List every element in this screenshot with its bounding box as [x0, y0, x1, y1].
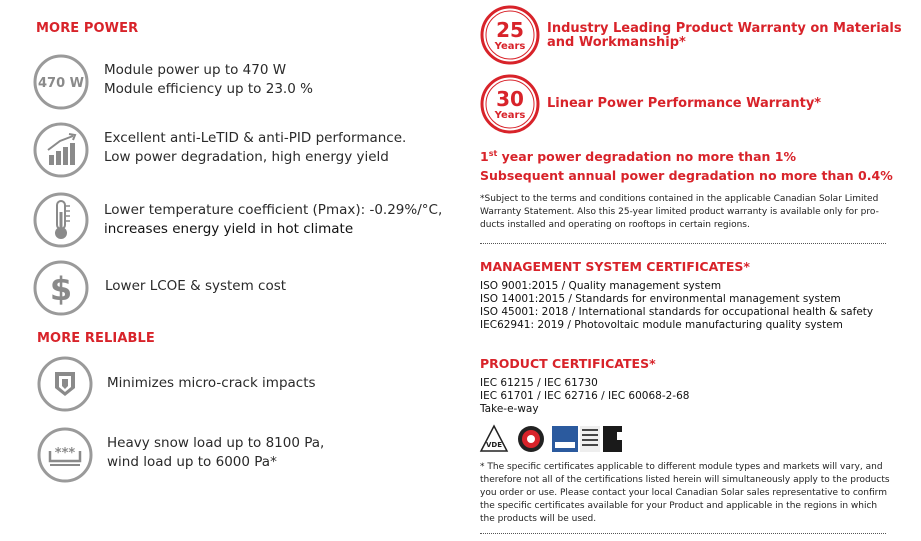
product-warranty-line1: Industry Leading Product Warranty on Materials — [547, 21, 902, 36]
dollar-icon-text: $ — [49, 270, 73, 308]
cert-note-line1: * The specific certificates applicable to different module types and markets will vary, and — [480, 462, 883, 472]
feature-power-line2: Module efficiency up to 23.0 % — [104, 81, 313, 97]
bar-chart-growth-icon — [33, 122, 89, 178]
shield-icon — [37, 356, 93, 412]
feature-microcrack-line1: Minimizes micro-crack impacts — [107, 375, 316, 391]
feature-lcoe-line1: Lower LCOE & system cost — [105, 278, 287, 294]
feature-letid — [104, 129, 406, 167]
badge-25-label: Years — [494, 41, 526, 52]
cert-note-line3: you order or use. Please contact your local Canadian Solar sales representative to confirm — [480, 488, 887, 498]
intertek-icon — [580, 426, 600, 452]
feature-letid-line2: Low power degradation, high energy yield — [104, 149, 389, 165]
25-years-badge-icon — [479, 4, 541, 66]
product-certificates-list — [480, 377, 689, 416]
cert-note-line5: the products will be used. — [480, 514, 597, 524]
mgmt-cert-item: ISO 45001: 2018 / International standards for occupational health & safety — [480, 306, 874, 318]
product-cert-item: IEC 61701 / IEC 62716 / IEC 60068-2-68 — [480, 390, 690, 402]
first-year-pre: 1 — [480, 149, 489, 165]
30-years-badge-icon — [479, 73, 541, 135]
feature-microcrack — [107, 374, 316, 393]
tuv-icon — [552, 426, 578, 452]
feature-snow-load — [107, 434, 324, 472]
feature-temperature-line1: Lower temperature coefficient (Pmax): -0.29%/°C, — [104, 202, 443, 218]
feature-snow-line2: wind load up to 6000 Pa* — [107, 454, 277, 470]
first-year-degradation — [480, 149, 796, 164]
ce-icon — [518, 426, 544, 452]
more-reliable-heading: MORE RELIABLE — [37, 331, 155, 346]
annual-degradation: Subsequent annual power degradation no more than 0.4% — [480, 168, 893, 183]
cert-note-line2: therefore not all of the certifications listed herein will simultaneously apply to the products — [480, 475, 890, 485]
badge-25-number: 25 — [496, 18, 524, 42]
feature-snow-line1: Heavy snow load up to 8100 Pa, — [107, 435, 325, 451]
certification-logos — [479, 424, 629, 454]
warranty-note-line2: Warranty Statement. Also this 25-year limited product warranty is available only for pro- — [480, 207, 879, 217]
470w-badge-icon — [33, 54, 89, 110]
470w-icon-text: 470 W — [37, 76, 85, 91]
thermometer-icon — [33, 192, 89, 248]
cert-note-line4: the specific certificates available for your Product and applicable in the regions in which — [480, 501, 878, 511]
feature-temperature — [104, 201, 442, 239]
badge-30-number: 30 — [496, 87, 524, 111]
mgmt-cert-item: ISO 14001:2015 / Standards for environmental management system — [480, 293, 841, 305]
certificates-note — [480, 461, 890, 526]
badge-30-label: Years — [494, 110, 526, 121]
snow-load-icon — [37, 427, 93, 483]
mgmt-cert-item: IEC62941: 2019 / Photovoltaic module manufacturing quality system — [480, 319, 843, 331]
feature-temperature-line2: increases energy yield in hot climate — [104, 221, 354, 237]
first-year-rest: year power degradation no more than 1% — [497, 149, 796, 165]
divider — [480, 533, 886, 534]
more-power-heading: MORE POWER — [36, 21, 139, 36]
warranty-note-line3: ducts installed and operating on rooftops in certain regions. — [480, 220, 750, 230]
product-certificates-heading: PRODUCT CERTIFICATES* — [480, 356, 656, 371]
management-certificates-heading: MANAGEMENT SYSTEM CERTIFICATES* — [480, 259, 750, 274]
performance-warranty-text: Linear Power Performance Warranty* — [547, 96, 822, 111]
product-cert-item: IEC 61215 / IEC 61730 — [480, 377, 598, 389]
take-e-way-icon — [603, 426, 622, 452]
product-cert-item: Take-e-way — [480, 403, 539, 415]
vde-icon — [481, 426, 507, 451]
warranty-note-line1: *Subject to the terms and conditions contained in the applicable Canadian Solar Limited — [480, 194, 879, 204]
management-certificates-list — [480, 280, 873, 332]
dollar-icon — [33, 260, 89, 316]
product-warranty-text — [547, 22, 902, 50]
divider — [480, 243, 886, 244]
vde-logo-text: VDE — [485, 441, 503, 449]
feature-letid-line1: Excellent anti-LeTID & anti-PID performance. — [104, 130, 407, 146]
snow-icon-text: *** — [54, 446, 76, 461]
feature-power — [104, 61, 313, 99]
first-year-sup: st — [488, 149, 498, 158]
product-warranty-line2: and Workmanship* — [547, 35, 686, 50]
warranty-note — [480, 193, 890, 232]
mgmt-cert-item: ISO 9001:2015 / Quality management system — [480, 280, 722, 292]
feature-lcoe — [105, 277, 286, 296]
feature-power-line1: Module power up to 470 W — [104, 62, 287, 78]
